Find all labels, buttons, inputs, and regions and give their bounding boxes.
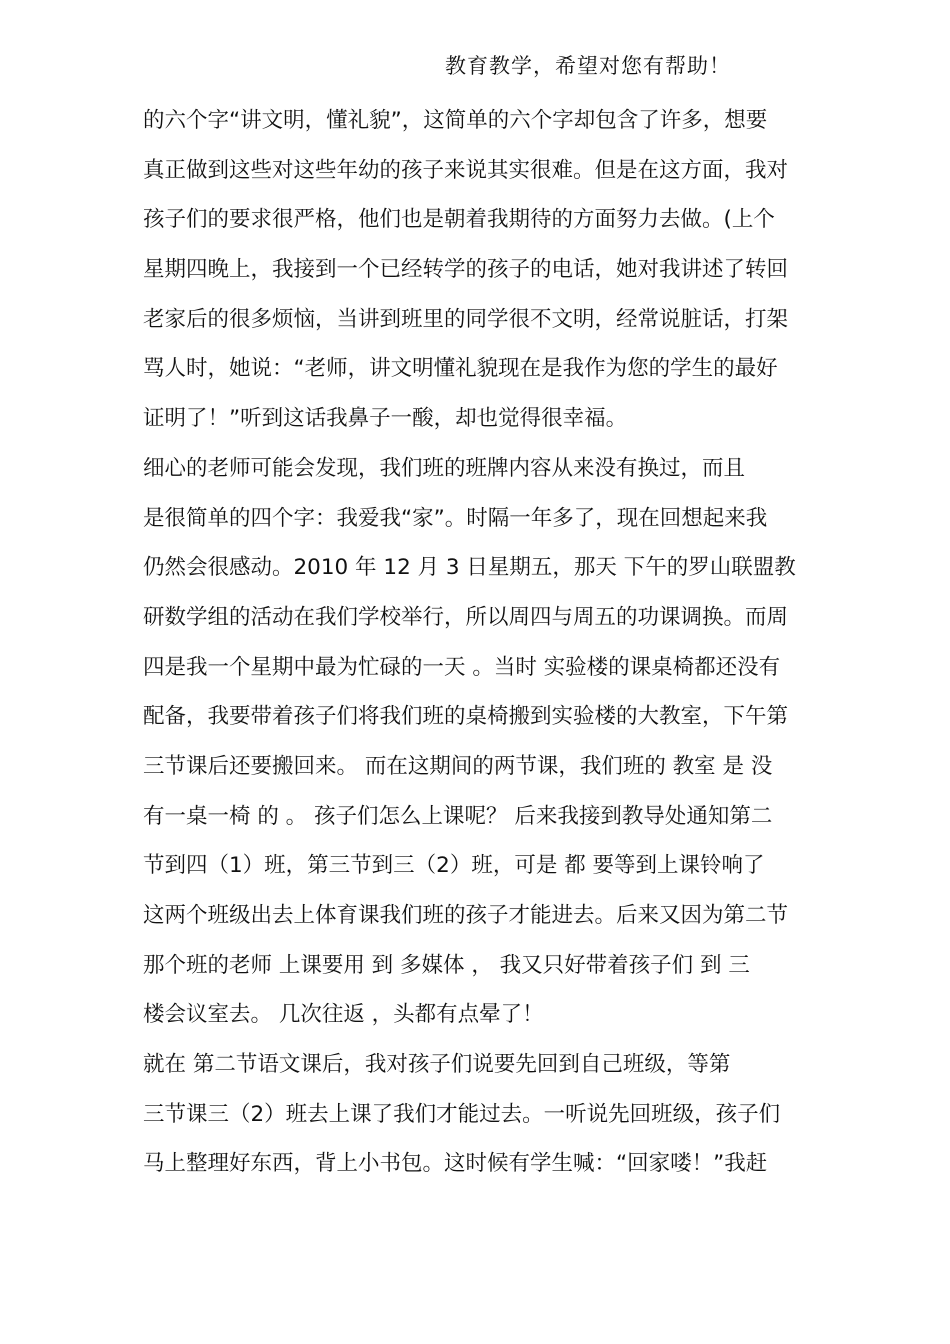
text-line: 四是我一个星期中最为忙碌的一天 。当时 实验楼的课桌椅都还没有 — [143, 654, 781, 680]
text-line: 马上整理好东西，背上小书包。这时候有学生喊：“回家喽！”我赶 — [143, 1151, 768, 1177]
text-line: 那个班的老师 上课要用 到 多媒体 ， 我又只好带着孩子们 到 三 — [143, 952, 750, 978]
page-header: 教育教学，希望对您有帮助！ — [445, 54, 731, 78]
text-line: 证明了！”听到这话我鼻子一酸，却也觉得很幸福。 — [143, 406, 628, 432]
text-line: 是很简单的四个字：我爱我“家”。时隔一年多了，现在回想起来我 — [143, 505, 768, 531]
text-line: 配备，我要带着孩子们将我们班的桌椅搬到实验楼的大教室，下午第 — [143, 704, 789, 730]
text-line: 的六个字“讲文明，懂礼貌”，这简单的六个字却包含了许多，想要 — [143, 108, 768, 133]
text-line: 仍然会很感动。2010 年 12 月 3 日星期五，那天 下午的罗山联盟教 — [143, 555, 796, 581]
text-line: 细心的老师可能会发现，我们班的班牌内容从来没有换过，而且 — [143, 455, 746, 481]
text-line: 三节课三（2）班去上课了我们才能过去。一听说先回班级，孩子们 — [143, 1101, 781, 1127]
text-line: 孩子们的要求很严格，他们也是朝着我期待的方面努力去做。(上个 — [143, 207, 775, 233]
text-line: 三节课后还要搬回来。 而在这期间的两节课，我们班的 教室 是 没 — [143, 753, 773, 779]
text-line: 节到四（1）班，第三节到三（2）班，可是 都 要等到上课铃响了 — [143, 853, 765, 879]
text-line: 研数学组的活动在我们学校举行，所以周四与周五的功课调换。而周 — [143, 604, 789, 630]
text-line: 真正做到这些对这些年幼的孩子来说其实很难。但是在这方面，我对 — [143, 157, 789, 183]
body-text — [143, 96, 823, 1189]
text-line: 有一桌一椅 的 。 孩子们怎么上课呢？ 后来我接到教导处通知第二 — [143, 803, 773, 829]
text-line: 老家后的很多烦恼，当讲到班里的同学很不文明，经常说脏话，打架 — [143, 306, 789, 332]
text-line: 楼会议室去。 几次往返 ，头都有点晕了！ — [143, 1002, 544, 1028]
text-line: 星期四晚上，我接到一个已经转学的孩子的电话，她对我讲述了转回 — [143, 257, 789, 283]
text-line: 骂人时，她说：“老师，讲文明懂礼貌现在是我作为您的学生的最好 — [143, 356, 778, 382]
text-line: 就在 第二节语文课后，我对孩子们说要先回到自己班级，等第 — [143, 1052, 731, 1078]
text-line: 这两个班级出去上体育课我们班的孩子才能进去。后来又因为第二节 — [143, 903, 789, 928]
